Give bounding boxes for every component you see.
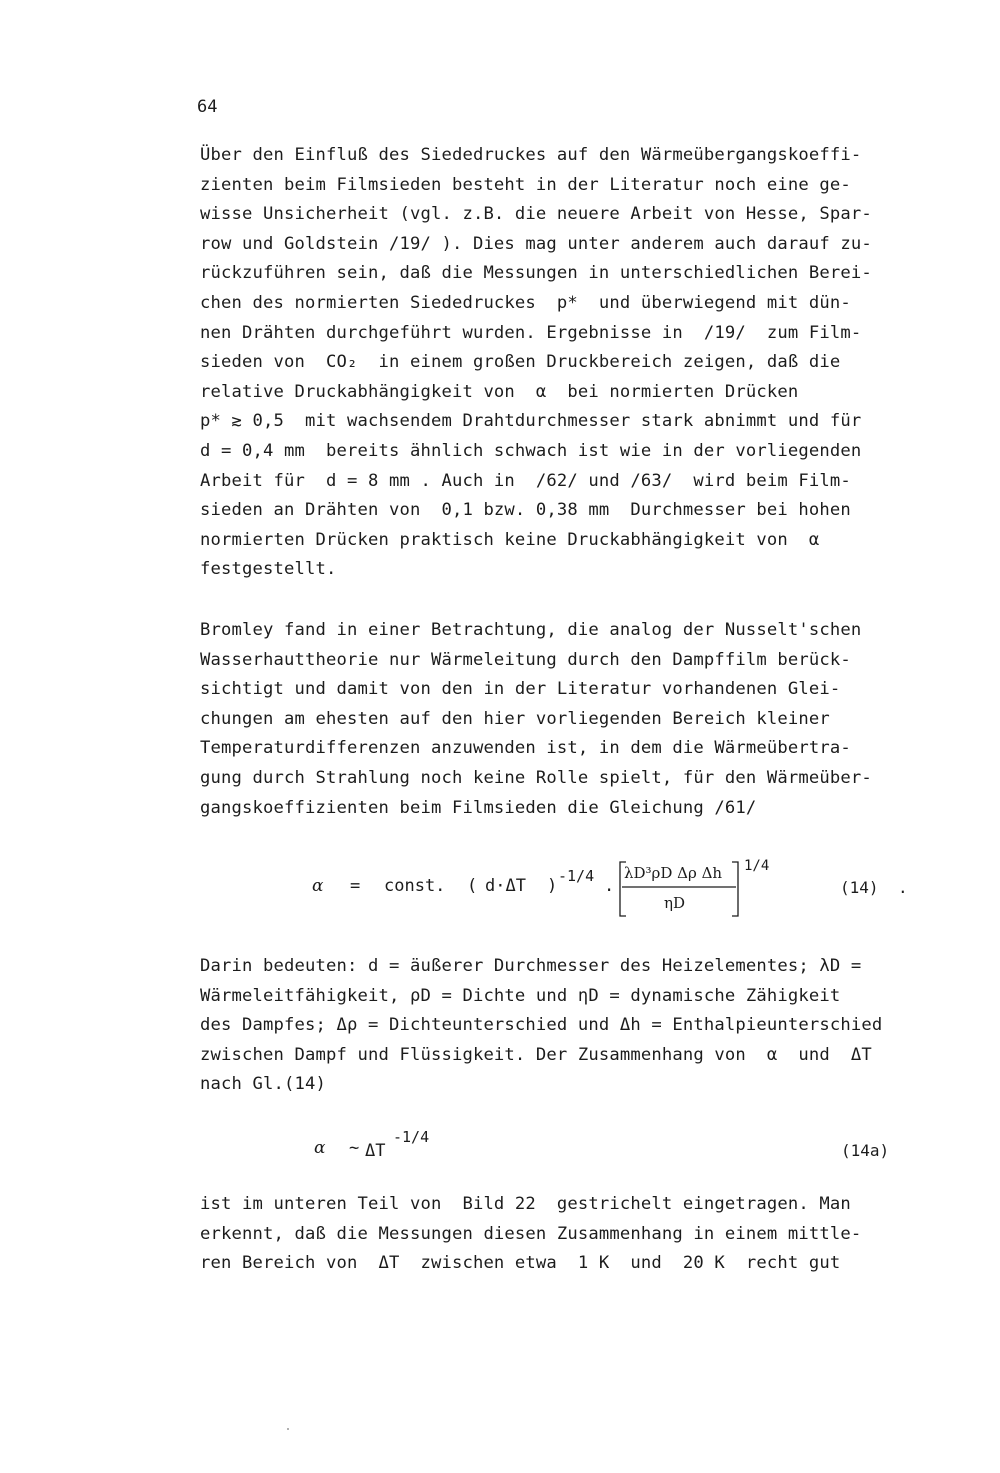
text-line: chen des normierten Siededruckes p* und überwiegend mit dün- <box>200 292 851 313</box>
text-line: des Dampfes; Δρ = Dichteunterschied und Δh = Enthalpieunterschied <box>200 1015 883 1036</box>
text-line: rückzuführen sein, daß die Messungen in unterschiedlichen Berei- <box>200 263 872 284</box>
text-line: festgestellt. <box>200 559 337 580</box>
text-line: sichtigt und damit von den in der Literatur vorhandenen Glei- <box>200 679 841 700</box>
text-line: Wärmeleitfähigkeit, ρD = Dichte und ηD = dynamische Zähigkeit <box>200 985 841 1006</box>
eq14a-number: (14a) <box>841 1141 890 1160</box>
text-line: row und Goldstein /19/ ). Dies mag unter anderem auch darauf zu- <box>200 233 872 254</box>
eq14-exponent-bracket: 1/4 <box>744 858 770 874</box>
text-line: d = 0,4 mm bereits ähnlich schwach ist wie in der vorliegenden <box>200 440 862 461</box>
eq14-paren-open: ( <box>467 876 478 896</box>
text-line: nach Gl.(14) <box>200 1074 326 1095</box>
scan-speck <box>287 1428 289 1430</box>
text-line: p* ≳ 0,5 mit wachsendem Drahtdurchmesser stark abnimmt und für <box>200 411 862 432</box>
text-line: chungen am ehesten auf den hier vorliegenden Bereich kleiner <box>200 708 830 729</box>
text-line: Wasserhauttheorie nur Wärmeleitung durch den Dampffilm berück- <box>200 649 851 670</box>
paragraph-bild-22 <box>200 1190 980 1279</box>
eq14-paren-close: ) <box>547 876 558 896</box>
right-bracket <box>732 862 738 916</box>
left-bracket <box>620 862 626 916</box>
text-line: sieden von CO₂ in einem großen Druckbereich zeigen, daß die <box>200 352 841 373</box>
page-number: 64 <box>197 97 218 117</box>
eq14-alpha: α <box>312 876 324 896</box>
text-line: Darin bedeuten: d = äußerer Durchmesser des Heizelementes; λD = <box>200 956 862 976</box>
eq14-trailing-dot: . <box>898 878 908 897</box>
text-line: sieden an Drähten von 0,1 bzw. 0,38 mm Durchmesser bei hohen <box>200 500 851 521</box>
text-line: gung durch Strahlung noch keine Rolle spielt, für den Wärmeüber- <box>200 767 872 788</box>
text-line: wisse Unsicherheit (vgl. z.B. die neuere Arbeit von Hesse, Spar- <box>200 204 872 225</box>
eq14-numerator: λD³ρD Δρ Δh <box>624 864 723 882</box>
text-line: zwischen Dampf und Flüssigkeit. Der Zusammenhang von α und ΔT <box>200 1044 872 1065</box>
eq14-denominator: ηD <box>664 894 686 912</box>
eq14a-tilde: ~ <box>349 1138 360 1158</box>
eq14-number: (14) <box>840 878 879 897</box>
paragraph-darin-bedeuten <box>200 952 980 1100</box>
eq14a-delta-t: ΔT <box>365 1141 386 1161</box>
text-line: Arbeit für d = 8 mm . Auch in /62/ und /63/ wird beim Film- <box>200 470 851 491</box>
eq14-exponent-outer: -1/4 <box>558 867 595 885</box>
eq14a-alpha: α <box>314 1138 326 1158</box>
text-line: Über den Einfluß des Siededruckes auf den Wärmeübergangskoeffi- <box>200 145 862 165</box>
text-line: nen Drähten durchgeführt wurden. Ergebnisse in /19/ zum Film- <box>200 322 862 343</box>
eq14-dot: . <box>604 876 615 896</box>
eq14a-exponent: -1/4 <box>393 1128 430 1146</box>
text-line: Bromley fand in einer Betrachtung, die analog der Nusselt'schen <box>200 620 862 640</box>
text-line: relative Druckabhängigkeit von α bei normierten Drücken <box>200 381 799 402</box>
text-line: ren Bereich von ΔT zwischen etwa 1 K und 20 K recht gut <box>200 1253 841 1274</box>
text-line: gangskoeffizienten beim Filmsieden die Gleichung /61/ <box>200 797 757 818</box>
text-line: Temperaturdifferenzen anzuwenden ist, in dem die Wärmeübertra- <box>200 738 851 759</box>
eq14-d-delta-t: d·ΔT <box>485 876 526 896</box>
text-line: normierten Drücken praktisch keine Druckabhängigkeit von α <box>200 529 820 550</box>
text-line: erkennt, daß die Messungen diesen Zusammenhang in einem mittle- <box>200 1223 862 1244</box>
eq14-const: const. <box>384 876 446 896</box>
text-line: zienten beim Filmsieden besteht in der Literatur noch eine ge- <box>200 174 851 195</box>
text-line: ist im unteren Teil von Bild 22 gestrichelt eingetragen. Man <box>200 1194 851 1214</box>
eq14-equals: = <box>350 876 361 896</box>
